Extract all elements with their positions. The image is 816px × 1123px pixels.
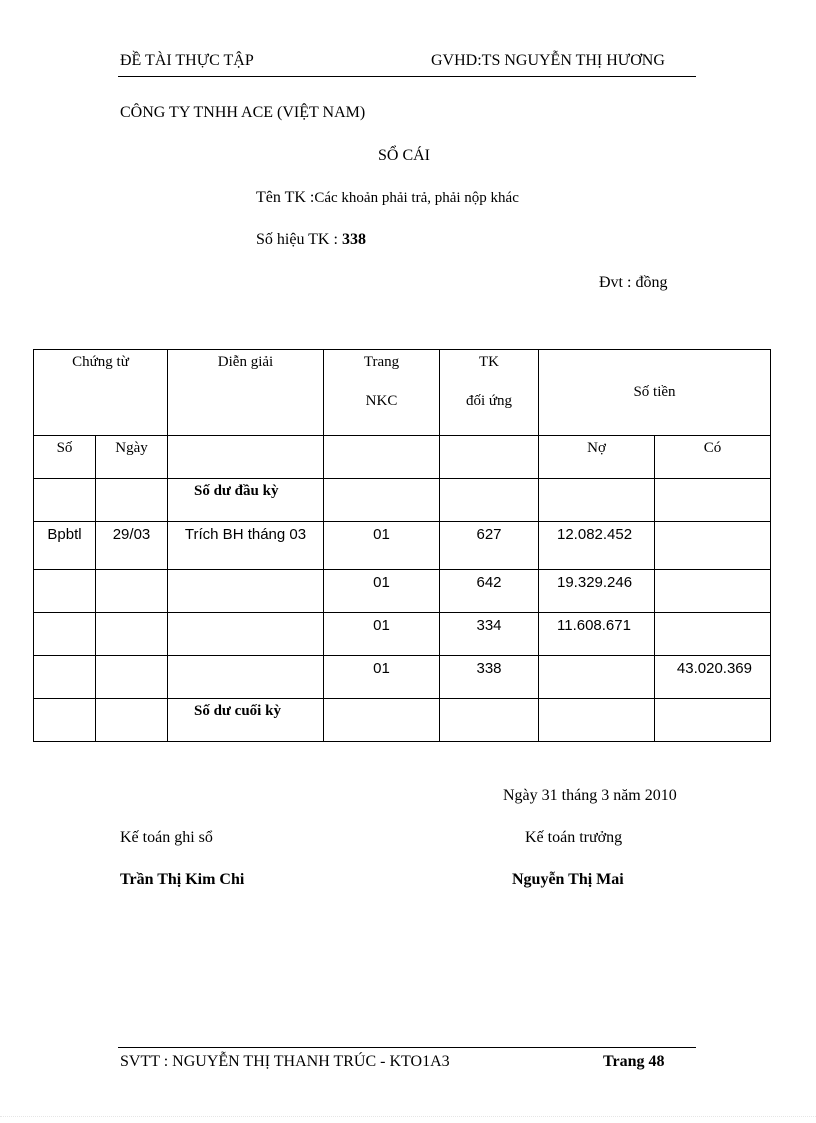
header-dien-giai: Diễn giải [168, 350, 324, 436]
cell-so [34, 656, 96, 699]
header-chung-tu: Chứng từ [34, 350, 168, 436]
footer-divider [118, 1047, 696, 1048]
account-name-value: Các khoản phải trả, phải nộp khác [314, 190, 519, 206]
cell-tk: 338 [440, 656, 539, 699]
cell-no [539, 656, 655, 699]
footer-student: SVTT : NGUYỄN THỊ THANH TRÚC - KTO1A3 [120, 1053, 450, 1070]
header-row-2 [34, 436, 771, 479]
table-row [34, 522, 771, 570]
cell-so [34, 570, 96, 613]
opening-balance-label: Số dư đầu kỳ [168, 479, 324, 522]
closing-balance-row [34, 699, 771, 742]
header-trang: Trang [363, 354, 400, 370]
cell-co [655, 613, 771, 656]
header-tk-doi-ung [440, 350, 539, 436]
cell-ngay: 29/03 [96, 522, 168, 570]
header-so: Số [34, 436, 96, 479]
account-name-line [256, 189, 519, 207]
cell-co [655, 522, 771, 570]
header-divider [118, 76, 696, 77]
cell-trang: 01 [324, 656, 440, 699]
footer-page-number: Trang 48 [603, 1053, 665, 1070]
header-trang-nkc [324, 350, 440, 436]
cell-trang: 01 [324, 522, 440, 570]
cell-dien-giai: Trích BH tháng 03 [168, 522, 324, 570]
signature-right-role: Kế toán trưởng [525, 829, 623, 846]
closing-balance-label: Số dư cuối kỳ [168, 699, 324, 742]
cell-dien-giai [168, 613, 324, 656]
date-line: Ngày 31 tháng 3 năm 2010 [503, 787, 677, 804]
opening-balance-row [34, 479, 771, 522]
header-row-1 [34, 350, 771, 436]
cell-so [34, 613, 96, 656]
cell-tk: 642 [440, 570, 539, 613]
cell-ngay [96, 656, 168, 699]
header-left: ĐỀ TÀI THỰC TẬP [120, 52, 254, 69]
signature-right-name: Nguyễn Thị Mai [512, 871, 624, 888]
page-edge-line [0, 1116, 816, 1117]
cell-dien-giai [168, 570, 324, 613]
cell-so: Bpbtl [34, 522, 96, 570]
doc-title: SỔ CÁI [378, 147, 431, 164]
cell-no: 11.608.671 [539, 613, 655, 656]
company-name: CÔNG TY TNHH ACE (VIỆT NAM) [120, 104, 366, 121]
header-nkc: NKC [365, 393, 398, 409]
table-row [34, 656, 771, 699]
account-name-label: Tên TK : [256, 189, 315, 206]
cell-ngay [96, 613, 168, 656]
account-number-label: Số hiệu TK : [256, 231, 338, 248]
unit-label: Đvt : đồng [599, 274, 668, 291]
cell-no: 12.082.452 [539, 522, 655, 570]
signature-left-name: Trần Thị Kim Chi [120, 871, 245, 888]
table-row [34, 570, 771, 613]
cell-tk: 627 [440, 522, 539, 570]
header-tk: TK [479, 354, 499, 370]
header-co: Có [655, 436, 771, 479]
cell-dien-giai [168, 656, 324, 699]
header-so-tien: Số tiền [539, 350, 771, 436]
cell-co: 43.020.369 [655, 656, 771, 699]
cell-tk: 334 [440, 613, 539, 656]
cell-trang: 01 [324, 613, 440, 656]
account-number-value: 338 [341, 231, 366, 248]
header-no: Nợ [539, 436, 655, 479]
ledger-table [33, 349, 771, 742]
cell-co [655, 570, 771, 613]
table-row [34, 613, 771, 656]
account-number-line [256, 231, 366, 249]
signature-left-role: Kế toán ghi sổ [120, 829, 213, 846]
header-right: GVHD:TS NGUYỄN THỊ HƯƠNG [431, 52, 665, 69]
header-ngay: Ngày [96, 436, 168, 479]
cell-ngay [96, 570, 168, 613]
header-doi-ung: đối ứng [465, 393, 513, 409]
cell-no: 19.329.246 [539, 570, 655, 613]
cell-trang: 01 [324, 570, 440, 613]
